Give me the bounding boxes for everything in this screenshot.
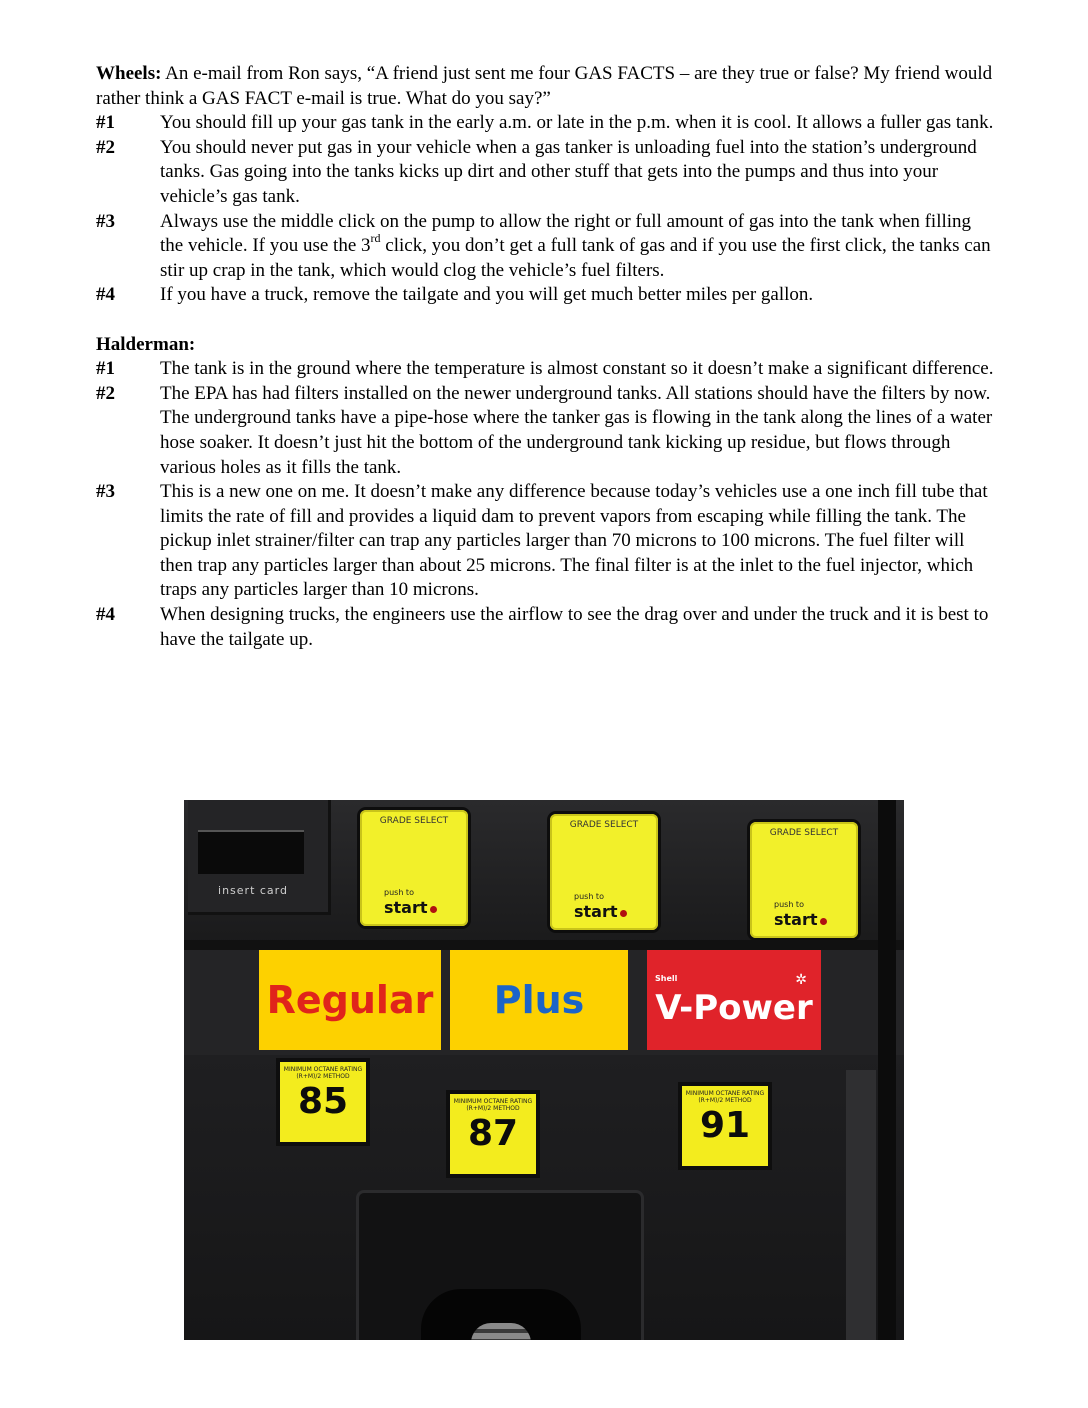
start-label: start bbox=[384, 898, 428, 917]
item-text: If you have a truck, remove the tailgate and you will get much better miles per gallon. bbox=[160, 284, 814, 306]
octane-sticker-87 bbox=[446, 1090, 540, 1178]
card-reader-label: insert card bbox=[218, 884, 288, 897]
octane-value: 85 bbox=[297, 1081, 349, 1122]
start-label: start bbox=[574, 902, 618, 921]
octane-caption: MINIMUM OCTANE RATING (R+M)/2 METHOD bbox=[453, 1098, 533, 1112]
brand-label-plus: Plus bbox=[450, 950, 628, 1050]
item-text-part-b: click, you don’t get a full tank of gas and if you use the first click, the tanks can stir up crap in the tank, which would clog the vehicle’s fuel filters. bbox=[160, 235, 991, 281]
item-text bbox=[160, 210, 996, 284]
grade-select-label: GRADE SELECT bbox=[569, 820, 639, 830]
document-body bbox=[96, 62, 996, 652]
octane-caption: MINIMUM OCTANE RATING (R+M)/2 METHOD bbox=[283, 1066, 363, 1080]
octane-caption: MINIMUM OCTANE RATING (R+M)/2 METHOD bbox=[685, 1090, 765, 1104]
nozzle-holster bbox=[356, 1190, 644, 1340]
indicator-dot-icon bbox=[620, 910, 627, 917]
halderman-heading: Halderman: bbox=[96, 333, 196, 355]
wheels-question: An e-mail from Ron says, “A friend just sent me four GAS FACTS – are they true or false? My friend would rather think a GAS FACT e-mail is true. What do you say?” bbox=[96, 63, 993, 109]
wheels-item-2 bbox=[96, 136, 996, 210]
item-text: When designing trucks, the engineers use the airflow to see the drag over and under the truck and it is best to have the tailgate up. bbox=[160, 604, 989, 650]
grade-select-label: GRADE SELECT bbox=[379, 816, 449, 826]
wheels-item-4 bbox=[96, 283, 996, 308]
octane-sticker-85 bbox=[276, 1058, 370, 1146]
item-number: #4 bbox=[96, 284, 115, 306]
halderman-item-3 bbox=[96, 480, 996, 603]
start-label: start bbox=[774, 910, 818, 929]
wheels-label: Wheels: bbox=[96, 63, 162, 84]
card-slot-opening bbox=[198, 830, 304, 874]
halderman-item-4 bbox=[96, 603, 996, 652]
push-to-label: push to bbox=[574, 892, 604, 901]
wheels-item-1 bbox=[96, 111, 996, 136]
shell-label: Shell bbox=[655, 974, 678, 983]
wheels-intro bbox=[96, 62, 996, 111]
gas-pump-photo bbox=[184, 800, 904, 1340]
fuel-hose bbox=[878, 800, 896, 1340]
item-text: You should fill up your gas tank in the early a.m. or late in the p.m. when it is cool. It allows a fuller gas tank. bbox=[160, 112, 994, 134]
halderman-item-1 bbox=[96, 357, 996, 382]
halderman-item-2 bbox=[96, 382, 996, 480]
indicator-dot-icon bbox=[430, 906, 437, 913]
card-reader bbox=[188, 800, 331, 915]
ordinal-suffix: rd bbox=[370, 230, 381, 245]
item-number: #3 bbox=[96, 481, 115, 503]
nozzle-spring bbox=[471, 1323, 531, 1340]
item-text: The tank is in the ground where the temperature is almost constant so it doesn’t make a significant difference. bbox=[160, 358, 994, 380]
grade-select-button-regular bbox=[360, 810, 468, 926]
item-number: #2 bbox=[96, 136, 115, 158]
indicator-dot-icon bbox=[820, 918, 827, 925]
item-number: #1 bbox=[96, 358, 115, 380]
panel-divider bbox=[184, 940, 904, 950]
grade-select-label: GRADE SELECT bbox=[769, 828, 839, 838]
push-to-label: push to bbox=[384, 888, 414, 897]
shell-star-icon: ✲ bbox=[795, 972, 807, 988]
item-text-part-a: Always use the middle click on the pump to allow the right or full amount of gas into the tank when filling the vehicle. If you use the 3 bbox=[160, 210, 972, 257]
grade-select-panel bbox=[184, 800, 904, 945]
pump-edge bbox=[846, 1070, 876, 1340]
item-number: #2 bbox=[96, 382, 115, 404]
item-number: #3 bbox=[96, 210, 115, 232]
vpower-text: V-Power bbox=[655, 988, 813, 1028]
item-number: #1 bbox=[96, 112, 115, 134]
octane-sticker-91 bbox=[678, 1082, 772, 1170]
item-number: #4 bbox=[96, 604, 115, 626]
brand-label-regular: Regular bbox=[259, 950, 441, 1050]
wheels-item-3 bbox=[96, 210, 996, 284]
item-text: You should never put gas in your vehicle when a gas tanker is unloading fuel into the station’s underground tanks. Gas going into the tanks kicks up dirt and other stuff that gets into the pumps and thus into your vehicle’s gas tank. bbox=[160, 136, 977, 207]
grade-select-button-vpower bbox=[750, 822, 858, 938]
octane-value: 87 bbox=[467, 1113, 519, 1154]
item-text: The EPA has had filters installed on the newer underground tanks. All stations should have the filters by now. The underground tanks have a pipe-hose where the tanker gas is flowing in the tank along the lines of a water hose soaker. It doesn’t just hit the bottom of the underground tank kicking up residue, but flows through various holes as it fills the tank. bbox=[160, 382, 993, 478]
grade-select-button-plus bbox=[550, 814, 658, 930]
brand-label-vpower bbox=[647, 950, 821, 1050]
brand-panel bbox=[184, 950, 904, 1055]
push-to-label: push to bbox=[774, 900, 804, 909]
octane-value: 91 bbox=[699, 1105, 751, 1146]
item-text: This is a new one on me. It doesn’t make any difference because today’s vehicles use a one inch fill tube that limits the rate of fill and provides a liquid dam to prevent vapors from escaping while filling the tank. The pickup inlet strainer/filter can trap any particles larger than 70 microns to 100 microns. The fuel filter will then trap any particles larger than about 25 microns. The final filter is at the inlet to the fuel injector, which traps any particles larger than 10 microns. bbox=[160, 481, 988, 601]
